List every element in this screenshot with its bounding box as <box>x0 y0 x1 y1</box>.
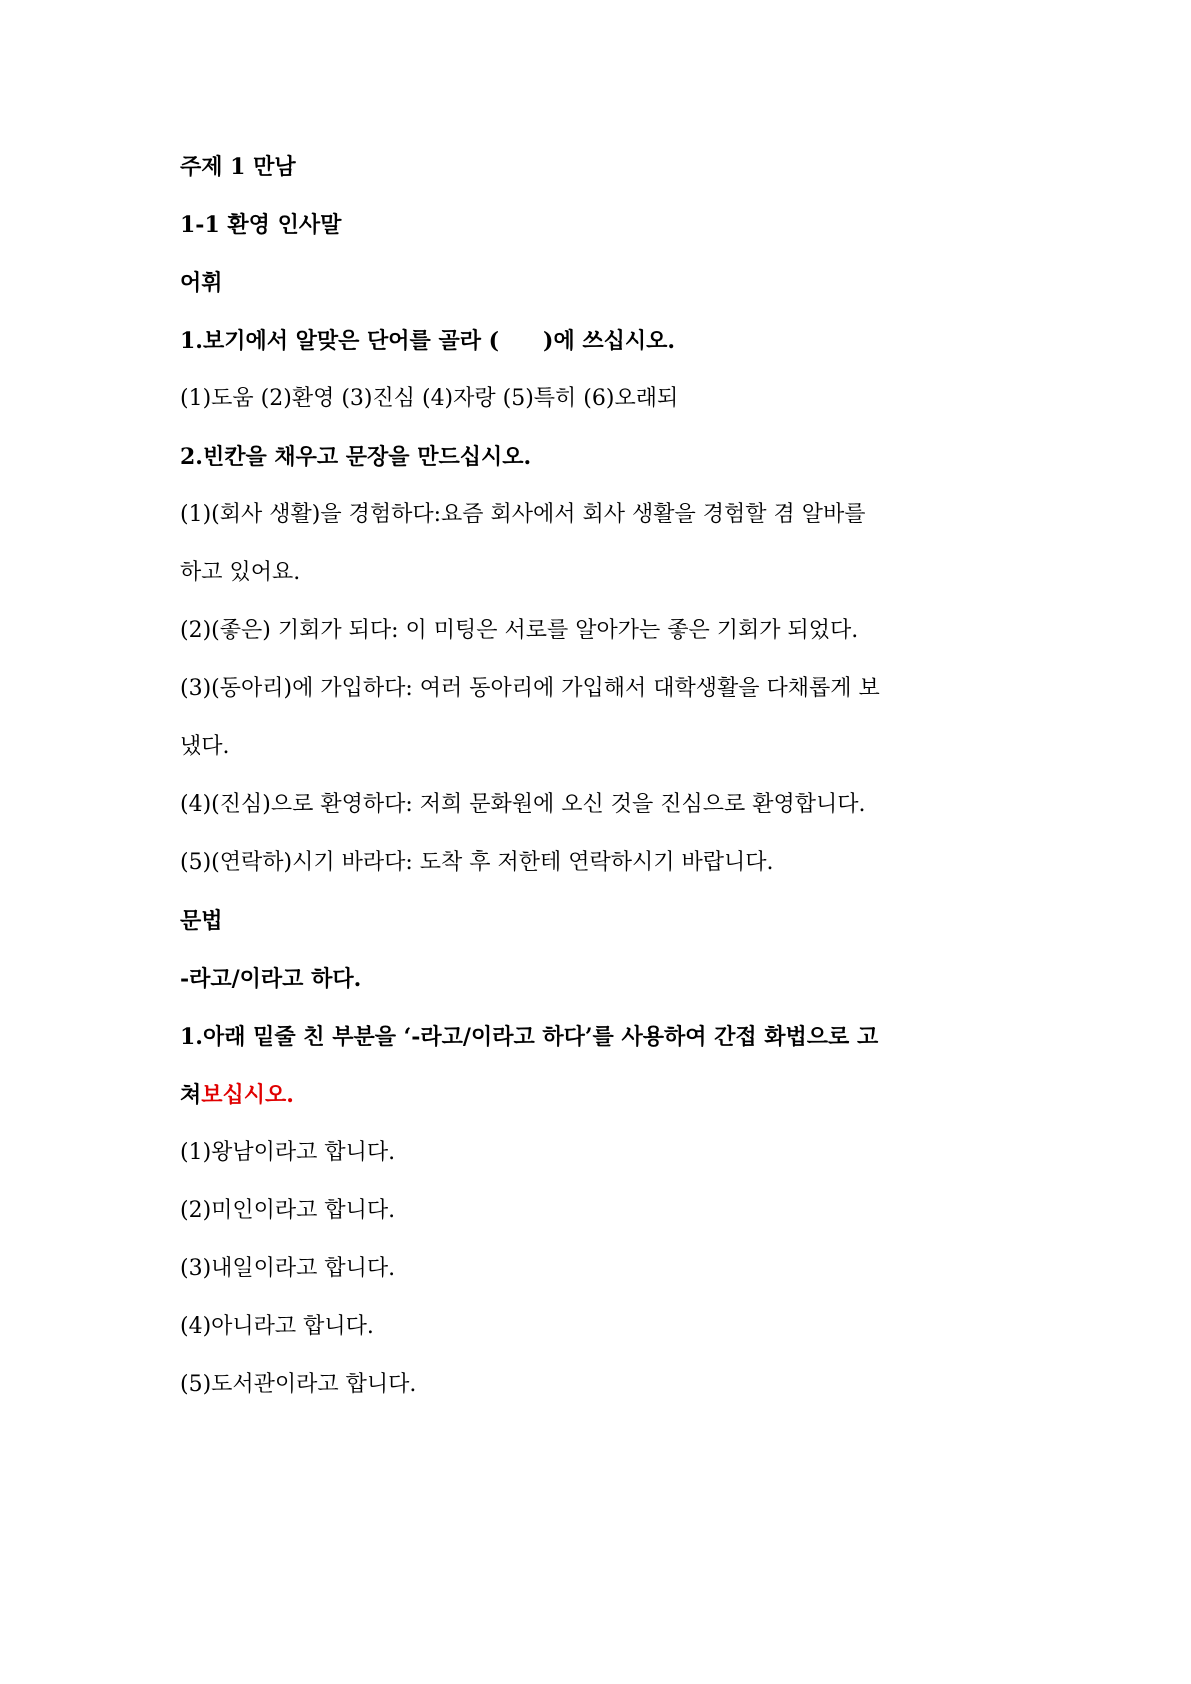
vocab-question-1-part-b: )에 쓰십시오. <box>543 328 676 354</box>
grammar-question-1-line-1: 1.아래 밑줄 친 부분을 ‘-라고/이라고 하다’를 사용하여 간접 화법으로 고 <box>180 1024 879 1050</box>
sentence-item: (3)(동아리)에 가입하다: 여러 동아리에 가입해서 대학생활을 다채롭게 보 <box>180 676 880 701</box>
grammar-question-1-line-2-red: 보십시오. <box>201 1082 294 1108</box>
sentence-item: (1)(회사 생활)을 경험하다:요즘 회사에서 회사 생활을 경험할 겸 알바를 <box>180 502 866 527</box>
vocab-question-1-part-a: 1.보기에서 알맞은 단어를 골라 ( <box>180 328 500 354</box>
grammar-question-1-line-2 <box>180 1080 1020 1110</box>
grammar-item: (3)내일이라고 합니다. <box>180 1256 396 1281</box>
lesson-heading: 1-1 환영 인사말 <box>180 212 342 238</box>
grammar-heading: 문법 <box>180 908 223 934</box>
grammar-item: (1)왕남이라고 합니다. <box>180 1140 396 1165</box>
sentence-item: 냈다. <box>180 734 230 759</box>
grammar-item: (4)아니라고 합니다. <box>180 1314 374 1339</box>
sentence-item: (4)(진심)으로 환영하다: 저희 문화원에 오신 것을 진심으로 환영합니다. <box>180 792 866 817</box>
grammar-item: (2)미인이라고 합니다. <box>180 1198 396 1223</box>
vocab-options: (1)도움 (2)환영 (3)진심 (4)자랑 (5)특히 (6)오래되 <box>180 386 679 411</box>
sentence-item: (2)(좋은) 기회가 되다: 이 미팅은 서로를 알아가는 좋은 기회가 되었다. <box>180 618 859 643</box>
topic-heading: 주제 1 만남 <box>180 154 296 180</box>
vocab-question-2: 2.빈칸을 채우고 문장을 만드십시오. <box>180 444 532 470</box>
sentence-item: (5)(연락하)시기 바라다: 도착 후 저한테 연락하시기 바랍니다. <box>180 850 774 875</box>
grammar-question-1-line-2-black: 쳐 <box>180 1082 202 1108</box>
vocab-heading: 어휘 <box>180 270 223 296</box>
grammar-item: (5)도서관이라고 합니다. <box>180 1372 417 1397</box>
sentence-item: 하고 있어요. <box>180 560 301 585</box>
vocab-question-1 <box>180 326 1020 356</box>
grammar-point: -라고/이라고 하다. <box>180 966 362 992</box>
